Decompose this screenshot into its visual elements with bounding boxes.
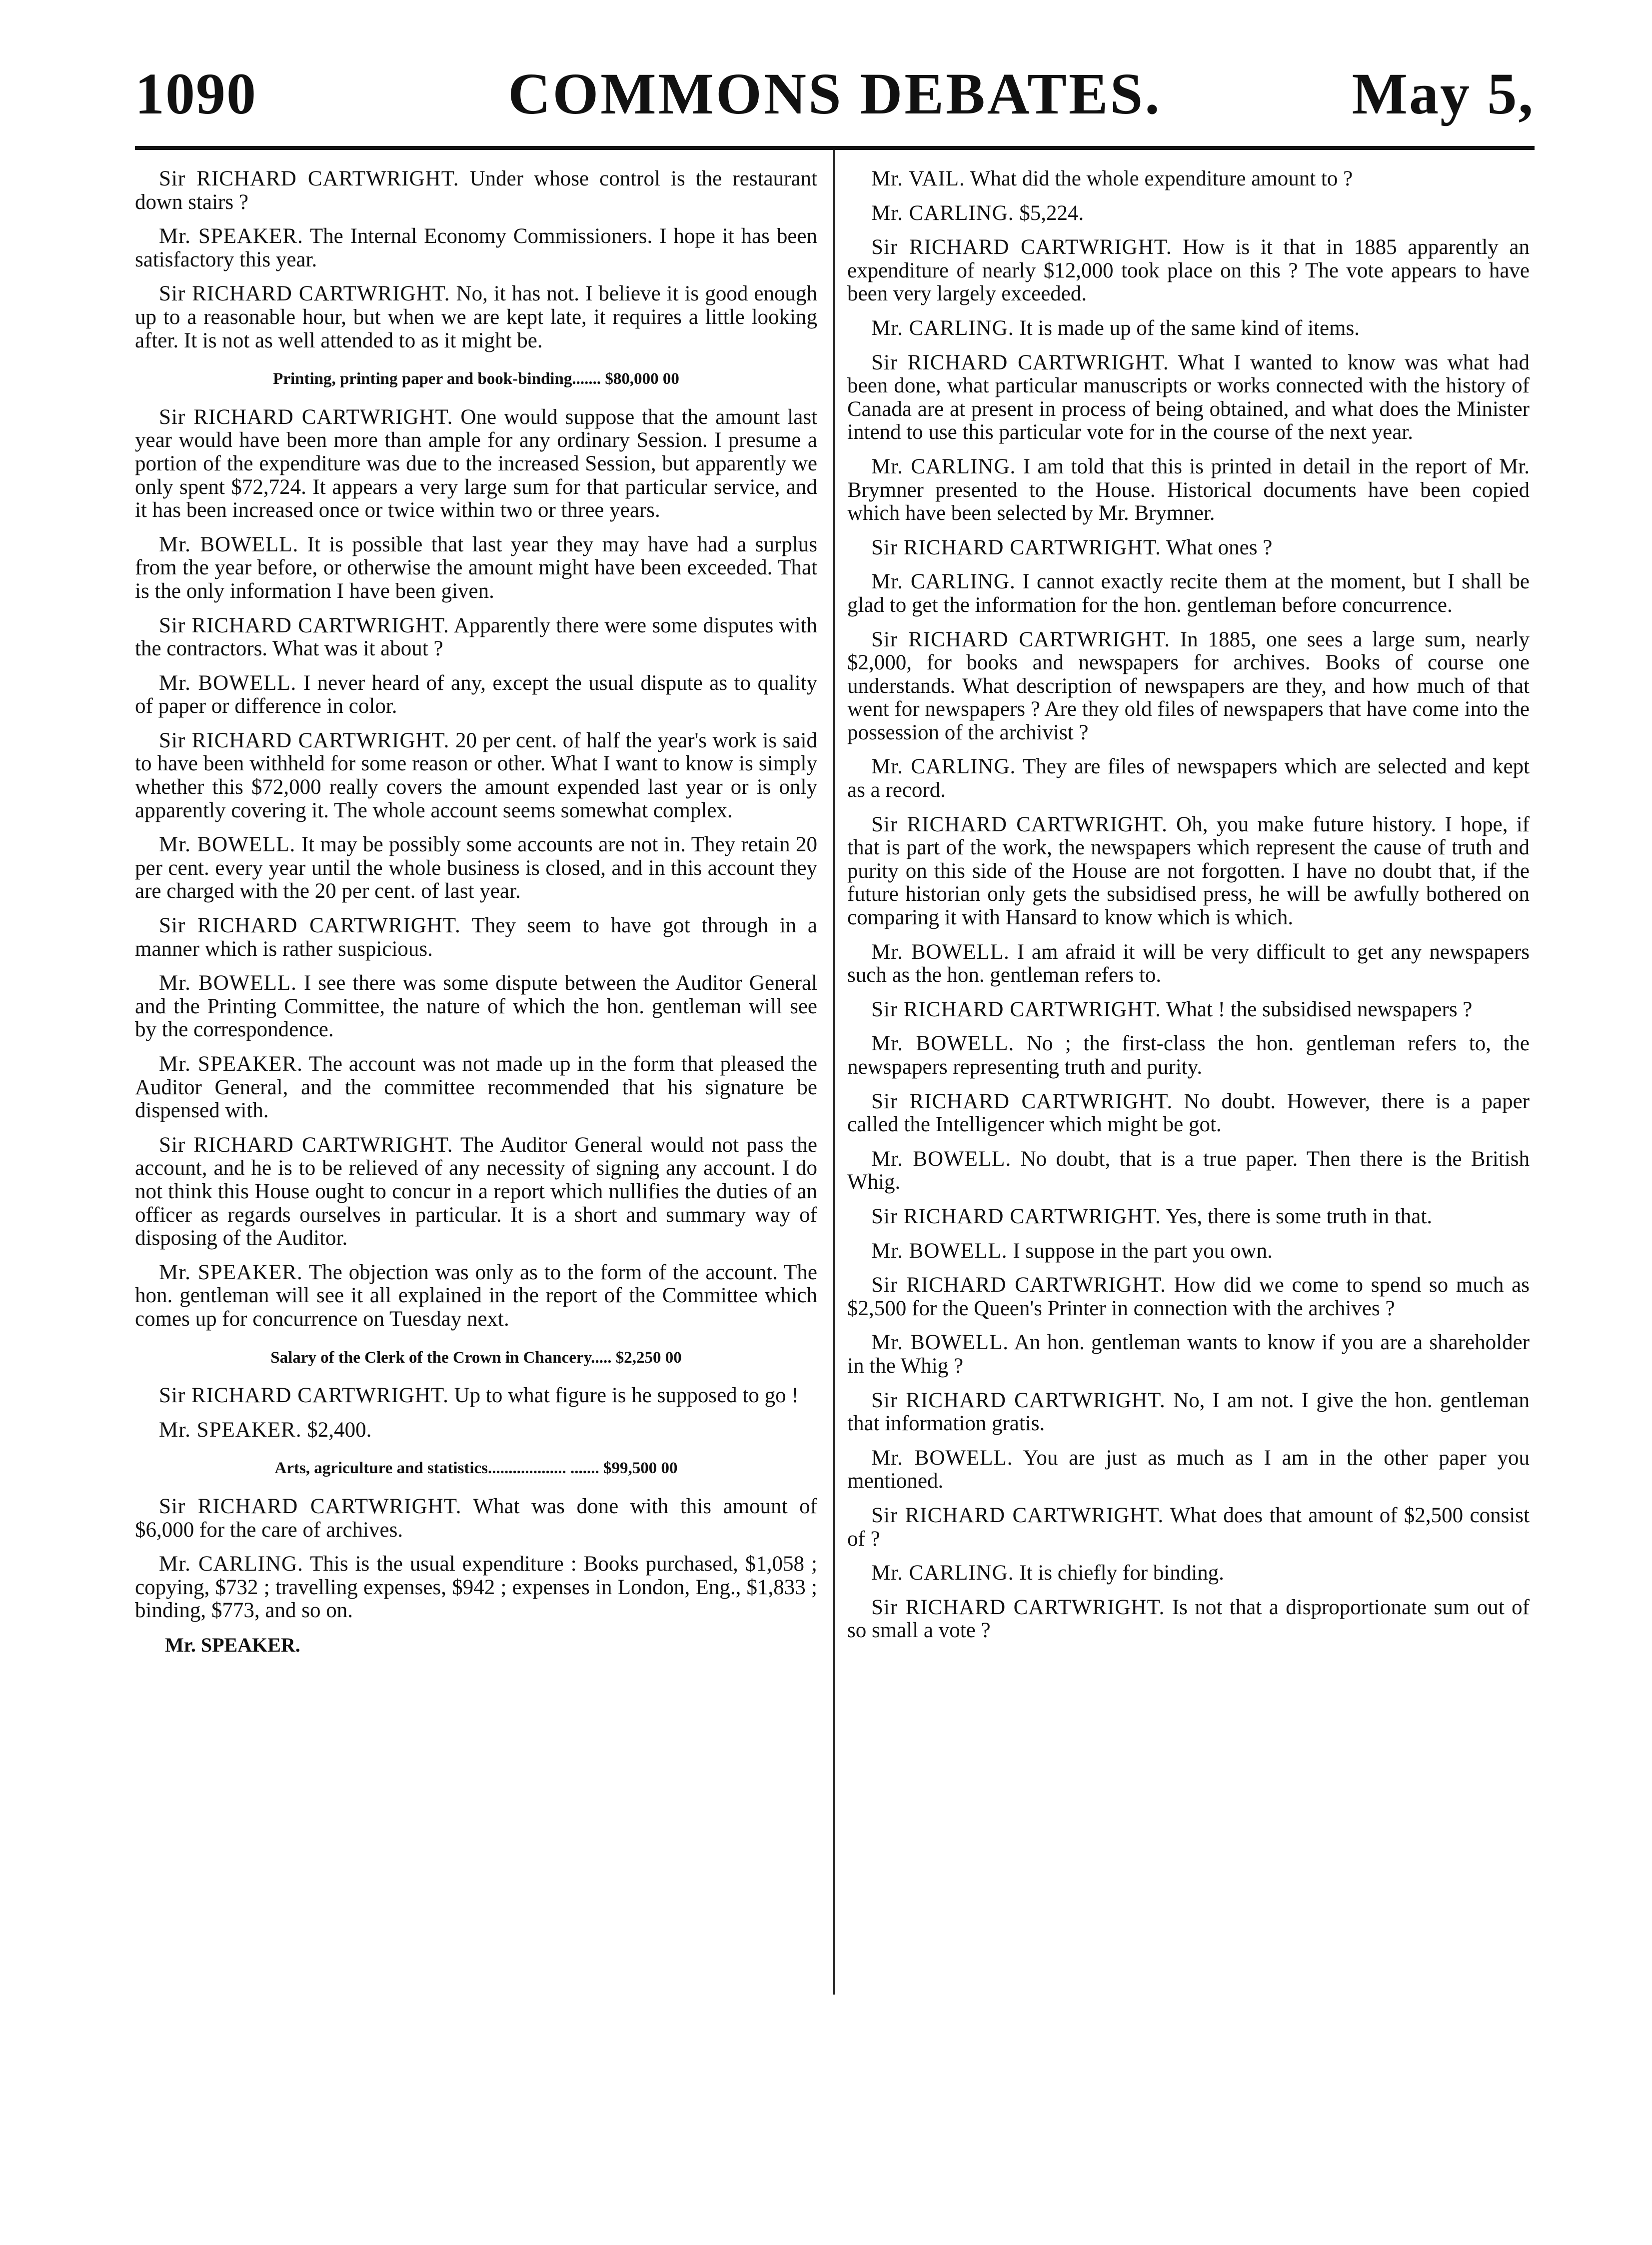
- speech-text: They seem to have got through in a manner which is rather suspicious.: [135, 914, 817, 961]
- speaker-name: Mr. BOWELL.: [871, 1446, 1013, 1470]
- column-divider: [833, 150, 835, 1995]
- speaker-name: Mr. CARLING.: [159, 1552, 303, 1576]
- speech-paragraph: [847, 455, 1530, 525]
- speech-paragraph: [135, 1419, 817, 1442]
- speech-text: What I wanted to know was what had been done, what particular manuscripts or works connected with the history of Canada are at present in process of being obtained, and what does the Minister intend to use this particular vote for in the course of the next year.: [847, 350, 1530, 444]
- speech-paragraph: [135, 1134, 817, 1250]
- speech-text: How is it that in 1885 apparently an expenditure of nearly $12,000 took place on this ? The vote appears to have been very largely exceeded.: [847, 235, 1530, 306]
- speaker-name: Sir RICHARD CARTWRIGHT.: [159, 405, 453, 429]
- header-rule: [135, 146, 1535, 150]
- speech-text: No ; the first-class the hon. gentleman refers to, the newspapers representing truth and purity.: [847, 1032, 1530, 1079]
- speech-text: It is made up of the same kind of items.: [1019, 316, 1360, 340]
- speech-paragraph: [135, 972, 817, 1042]
- speech-text: Apparently there were some disputes with the contractors. What was it about ?: [135, 613, 817, 661]
- estimate-item: Salary of the Clerk of the Crown in Chancery..... $2,250 00: [270, 1348, 682, 1367]
- speech-text: This is the usual expenditure : Books purchased, $1,058 ; copying, $732 ; travelling expenses, $942 ; expenses in London, Eng., $1,833 ; binding, $773, and so on.: [135, 1552, 817, 1623]
- speech-text: I am told that this is printed in detail in the report of Mr. Brymner presented to the House. Historical documents have been copied which have been selected by Mr. Brymner.: [847, 454, 1530, 525]
- speech-text: Oh, you make future history. I hope, if that is part of the work, the newspapers which represent the cause of truth and purity on this side of the House are not forgotten. I have no doubt that, if the future historian only gets the subsidised press, he will be awfully bothered on comparing it with Hansard to know which is which.: [847, 812, 1530, 930]
- speech-paragraph: [847, 1596, 1530, 1643]
- speech-paragraph: [135, 672, 817, 718]
- speech-paragraph: [847, 1562, 1530, 1585]
- speech-text: What does that amount of $2,500 consist of ?: [847, 1503, 1530, 1551]
- speaker-name: Mr. SPEAKER.: [159, 1418, 302, 1442]
- page-date: May 5,: [1352, 61, 1535, 126]
- speech-text: $2,400.: [307, 1418, 372, 1442]
- speech-paragraph: [847, 628, 1530, 745]
- speech-text: The account was not made up in the form that pleased the Auditor General, and the committee recommended that his signature be dispensed with.: [135, 1052, 817, 1123]
- speech-text: An hon. gentleman wants to know if you are a shareholder in the Whig ?: [847, 1331, 1530, 1378]
- speech-paragraph: [847, 1274, 1530, 1320]
- speech-paragraph: [847, 1090, 1530, 1137]
- speech-paragraph: [847, 202, 1530, 225]
- speech-text: No doubt. However, there is a paper called the Intelligencer which might be got.: [847, 1089, 1530, 1137]
- speech-text: $5,224.: [1019, 201, 1084, 225]
- speaker-name: Mr. CARLING.: [871, 316, 1014, 340]
- speech-paragraph: [135, 406, 817, 522]
- speaker-name: Mr. SPEAKER.: [159, 1052, 303, 1076]
- speech-text: The Auditor General would not pass the account, and he is to be relieved of any necessity of signing any account. I do not think this House ought to concur in a report which nullifies the duties of an officer as regards ourselves in particular. It is a short and summary way of disposing of the Auditor.: [135, 1133, 817, 1250]
- speaker-name: Sir RICHARD CARTWRIGHT.: [871, 627, 1170, 651]
- speech-paragraph: [135, 1384, 817, 1408]
- speaker-name: Mr. CARLING.: [871, 755, 1016, 779]
- speech-paragraph: [847, 1240, 1530, 1263]
- speech-paragraph: [135, 225, 817, 271]
- page-header: [135, 60, 1535, 145]
- speaker-name: Sir RICHARD CARTWRIGHT.: [871, 997, 1161, 1021]
- speaker-name: Mr. CARLING.: [871, 570, 1016, 594]
- speech-paragraph: [847, 351, 1530, 444]
- speaker-name: Sir RICHARD CARTWRIGHT.: [871, 1273, 1166, 1297]
- speech-paragraph: [135, 533, 817, 603]
- speech-text: One would suppose that the amount last year would have been more than ample for any ordinary Session. I presume a portion of the expenditure was due to the increased Session, but apparently we only spent $72,724. It appears a very large sum for that particular service, and it has been increased once or twice within two or three years.: [135, 405, 817, 522]
- speech-paragraph: [135, 1261, 817, 1331]
- speech-text: You are just as much as I am in the other paper you mentioned.: [847, 1446, 1530, 1493]
- speech-paragraph: [847, 1205, 1530, 1229]
- speech-text: I am afraid it will be very difficult to get any newspapers such as the hon. gentleman refers to.: [847, 940, 1530, 987]
- speaker-name: Sir RICHARD CARTWRIGHT.: [871, 1388, 1166, 1412]
- speech-paragraph: [135, 282, 817, 352]
- speech-text: In 1885, one sees a large sum, nearly $2,000, for books and newspapers for archives. Books of course one understands. What description of newspapers are they, and how much of that went for newspapers ? Are they old files of newspapers that have come into the possession of the archivist ?: [847, 627, 1530, 744]
- speech-paragraph: [847, 998, 1530, 1022]
- speaker-name: Mr. BOWELL.: [871, 940, 1010, 964]
- speaker-name: Sir RICHARD CARTWRIGHT.: [159, 1133, 453, 1157]
- speech-text: Under whose control is the restaurant down stairs ?: [135, 167, 817, 214]
- speech-paragraph: [135, 914, 817, 961]
- speech-text: Up to what figure is he supposed to go !: [454, 1384, 799, 1408]
- speaker-name: Sir RICHARD CARTWRIGHT.: [871, 350, 1169, 374]
- page-title: COMMONS DEBATES.: [508, 61, 1162, 126]
- right-column: [847, 167, 1530, 1654]
- speech-text: Is not that a disproportionate sum out of so small a vote ?: [847, 1595, 1530, 1643]
- estimate-item: Printing, printing paper and book-binding....... $80,000 00: [273, 370, 679, 388]
- speech-text: No, it has not. I believe it is good enough up to a reasonable hour, but when we are kept late, it requires a little looking after. It is not as well attended to as it might be.: [135, 282, 818, 352]
- speech-text: I suppose in the part you own.: [1013, 1239, 1273, 1263]
- speech-text: I cannot exactly recite them at the moment, but I shall be glad to get the information for the hon. gentleman before concurrence.: [847, 570, 1530, 617]
- speaker-name: Sir RICHARD CARTWRIGHT.: [871, 1595, 1165, 1619]
- speaker-name: Sir RICHARD CARTWRIGHT.: [871, 1204, 1161, 1228]
- speech-text: I see there was some dispute between the Auditor General and the Printing Committee, the nature of which the hon. gentleman will see by the correspondence.: [135, 971, 817, 1042]
- speaker-name: Mr. CARLING.: [871, 201, 1014, 225]
- speech-text: How did we come to spend so much as $2,500 for the Queen's Printer in connection with the archives ?: [847, 1273, 1530, 1320]
- speaker-name: Sir RICHARD CARTWRIGHT.: [159, 914, 461, 938]
- speech-text: Yes, there is some truth in that.: [1165, 1204, 1433, 1228]
- speech-paragraph: [847, 167, 1530, 191]
- speech-text: 20 per cent. of half the year's work is said to have been withheld for some reason or other. What I want to know is simply whether this $72,000 really covers the amount expended last year or is only apparently covering it. The whole account seems somewhat complex.: [135, 728, 817, 822]
- speaker-name: Mr. BOWELL.: [871, 1239, 1008, 1263]
- speaker-name: Mr. BOWELL.: [871, 1331, 1009, 1355]
- speaker-name: Sir RICHARD CARTWRIGHT.: [159, 613, 449, 637]
- speech-text: I never heard of any, except the usual dispute as to quality of paper or difference in color.: [135, 671, 817, 718]
- speech-paragraph: [847, 813, 1530, 930]
- speaker-name: Sir RICHARD CARTWRIGHT.: [871, 235, 1172, 259]
- speaker-name: Mr. CARLING.: [871, 454, 1016, 478]
- speech-text: What ones ?: [1166, 535, 1273, 559]
- speaker-name: Mr. BOWELL.: [159, 532, 299, 556]
- speech-text: What did the whole expenditure amount to ?: [970, 167, 1353, 190]
- speaker-name: Sir RICHARD CARTWRIGHT.: [159, 1494, 462, 1518]
- speech-paragraph: [135, 1053, 817, 1123]
- speech-paragraph: [135, 833, 817, 903]
- speaker-name: Sir RICHARD CARTWRIGHT.: [159, 282, 450, 306]
- speech-paragraph: [847, 236, 1530, 306]
- speaker-name: Sir RICHARD CARTWRIGHT.: [159, 728, 450, 752]
- speaker-name: Sir RICHARD CARTWRIGHT.: [871, 1503, 1164, 1527]
- speech-paragraph: [847, 1148, 1530, 1194]
- speech-text: The objection was only as to the form of the account. The hon. gentleman will see it all explained in the report of the Committee which comes up for concurrence on Tuesday next.: [135, 1260, 817, 1331]
- speech-paragraph: [847, 570, 1530, 617]
- speech-paragraph: [847, 1331, 1530, 1378]
- speech-text: It is chiefly for binding.: [1019, 1561, 1224, 1585]
- speech-text: They are files of newspapers which are selected and kept as a record.: [847, 755, 1530, 802]
- speaker-name: Mr. BOWELL.: [871, 1032, 1015, 1056]
- speech-paragraph: [847, 1032, 1530, 1079]
- speaker-name: Sir RICHARD CARTWRIGHT.: [159, 1384, 449, 1408]
- speech-paragraph: [847, 941, 1530, 987]
- speech-text: It is possible that last year they may have had a surplus from the year before, or otherwise the amount might have been exceeded. That is the only information I have been given.: [135, 532, 817, 603]
- speech-text: The Internal Economy Commissioners. I hope it has been satisfactory this year.: [135, 224, 817, 271]
- speech-paragraph: [847, 536, 1530, 560]
- speaker-name: Sir RICHARD CARTWRIGHT.: [871, 1089, 1173, 1113]
- speech-text: No, I am not. I give the hon. gentleman that information gratis.: [847, 1388, 1530, 1436]
- speech-paragraph: [847, 1504, 1530, 1551]
- left-column: [135, 167, 817, 1657]
- speaker-name: Mr. BOWELL.: [159, 971, 297, 995]
- speaker-name: Mr. BOWELL.: [159, 671, 297, 695]
- speech-text: What ! the subsidised newspapers ?: [1166, 997, 1473, 1021]
- estimate-item: Arts, agriculture and statistics................... ....... $99,500 00: [274, 1459, 678, 1478]
- speech-paragraph: [135, 1553, 817, 1623]
- speaker-name: Mr. SPEAKER.: [159, 224, 303, 248]
- speech-text: What was done with this amount of $6,000 for the care of archives.: [135, 1494, 817, 1542]
- speaker-name: Sir RICHARD CARTWRIGHT.: [871, 812, 1168, 836]
- speaker-name: Mr. CARLING.: [871, 1561, 1014, 1585]
- speech-paragraph: [847, 1389, 1530, 1436]
- page-number: 1090: [135, 61, 257, 126]
- speech-paragraph: [847, 317, 1530, 340]
- speaker-name: Mr. BOWELL.: [159, 833, 296, 857]
- speech-paragraph: [135, 614, 817, 661]
- speech-text: No doubt, that is a true paper. Then there is the British Whig.: [847, 1147, 1530, 1194]
- speech-text: It may be possibly some accounts are not in. They retain 20 per cent. every year until the whole business is closed, and in this account they are charged with the 20 per cent. of last year.: [135, 833, 817, 903]
- speech-paragraph: [847, 1447, 1530, 1493]
- speech-paragraph: [135, 167, 817, 214]
- continued-speaker: Mr. SPEAKER.: [165, 1633, 300, 1656]
- speaker-name: Mr. SPEAKER.: [159, 1260, 303, 1284]
- speaker-name: Sir RICHARD CARTWRIGHT.: [159, 167, 459, 190]
- speaker-name: Mr. VAIL.: [871, 167, 965, 190]
- speech-paragraph: [135, 1495, 817, 1542]
- speaker-name: Mr. BOWELL.: [871, 1147, 1012, 1171]
- speech-paragraph: [847, 755, 1530, 802]
- speaker-name: Sir RICHARD CARTWRIGHT.: [871, 535, 1161, 559]
- speech-paragraph: [135, 729, 817, 822]
